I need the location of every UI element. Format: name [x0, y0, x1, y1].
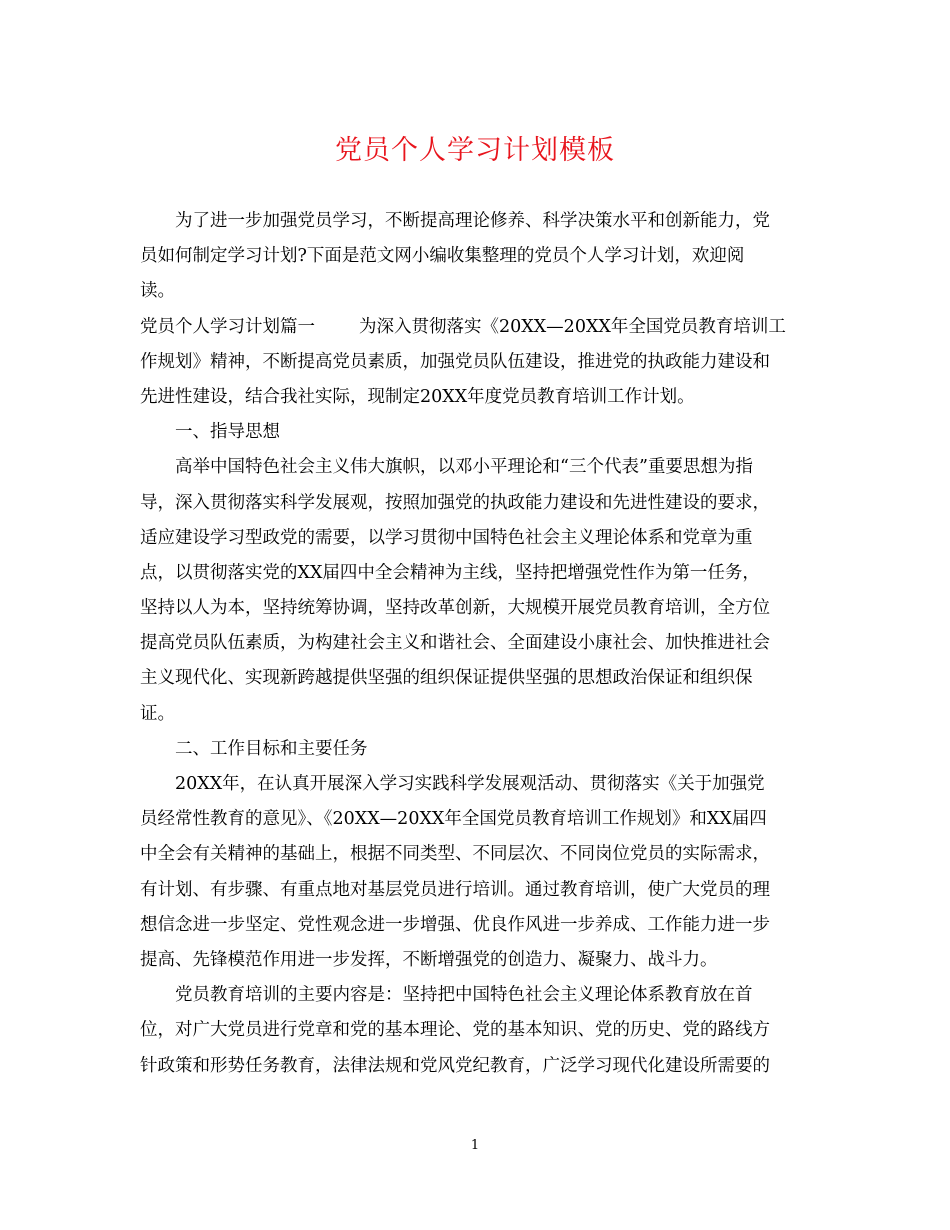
paragraph-line: 提高、先锋模范作用进一步发挥，不断增强党的创造力、凝聚力、战斗力。 [140, 949, 718, 970]
section-heading-line [140, 310, 812, 345]
paragraph-line: 党员教育培训的主要内容是：坚持把中国特色社会主义理论体系教育放在首 [175, 985, 753, 1006]
paragraph-line: 先进性建设，结合我社实际，现制定20XX年度党员教育培训工作计划。 [140, 386, 695, 407]
document-title: 党员个人学习计划模板 [335, 135, 615, 166]
paragraph-line: 20XX年，在认真开展深入学习实践科学发展观活动、贯彻落实《关于加强党 [175, 774, 765, 794]
paragraph-line: 员如何制定学习计划?下面是范文网小编收集整理的党员个人学习计划，欢迎阅 [140, 246, 745, 267]
paragraph-line: 针政策和形势任务教育，法律法规和党风党纪教育，广泛学习现代化建设所需要的 [140, 1055, 770, 1076]
paragraph-line: 有计划、有步骤、有重点地对基层党员进行培训。通过教育培训，使广大党员的理 [140, 879, 770, 900]
heading-guiding-thought: 一、指导思想 [175, 422, 280, 443]
paragraph-line: 点，以贯彻落实党的XX届四中全会精神为主线，坚持把增强党性作为第一任务， [140, 562, 760, 583]
paragraph-line: 位，对广大党员进行党章和党的基本理论、党的基本知识、党的历史、党的路线方 [140, 1020, 770, 1041]
section-heading: 党员个人学习计划篇一 [140, 316, 315, 337]
paragraph-text: 为深入贯彻落实《20XX—20XX年全国党员教育培训工 [359, 316, 786, 337]
paragraph-line: 为了进一步加强党员学习，不断提高理论修养、科学决策水平和创新能力，党 [175, 211, 770, 231]
paragraph-line: 提高党员队伍素质，为构建社会主义和谐社会、全面建设小康社会、加快推进社会 [140, 633, 770, 654]
page-number: 1 [470, 1138, 480, 1153]
paragraph-line: 适应建设学习型政党的需要，以学习贯彻中国特色社会主义理论体系和党章为重 [140, 527, 753, 548]
heading-goals-tasks: 二、工作目标和主要任务 [175, 738, 368, 759]
paragraph-line: 高举中国特色社会主义伟大旗帜，以邓小平理论和“三个代表”重要思想为指 [175, 457, 753, 478]
paragraph-line: 员经常性教育的意见》、《20XX—20XX年全国党员教育培训工作规划》和XX届四 [140, 809, 767, 830]
paragraph-line: 中全会有关精神的基础上，根据不同类型、不同层次、不同岗位党员的实际需求， [140, 844, 770, 865]
paragraph-line: 主义现代化、实现新跨越提供坚强的组织保证提供坚强的思想政治保证和组织保 [140, 668, 753, 689]
paragraph-line: 作规划》精神，不断提高党员素质，加强党员队伍建设，推进党的执政能力建设和 [140, 351, 770, 372]
paragraph-line: 证。 [140, 703, 175, 724]
paragraph-line: 读。 [140, 281, 175, 302]
document-body [140, 204, 812, 1084]
paragraph-line: 坚持以人为本，坚持统筹协调，坚持改革创新，大规模开展党员教育培训，全方位 [140, 598, 770, 619]
paragraph-line: 导，深入贯彻落实科学发展观，按照加强党的执政能力建设和先进性建设的要求， [140, 492, 770, 513]
paragraph-line: 想信念进一步坚定、党性观念进一步增强、优良作风进一步养成、工作能力进一步 [140, 914, 770, 935]
